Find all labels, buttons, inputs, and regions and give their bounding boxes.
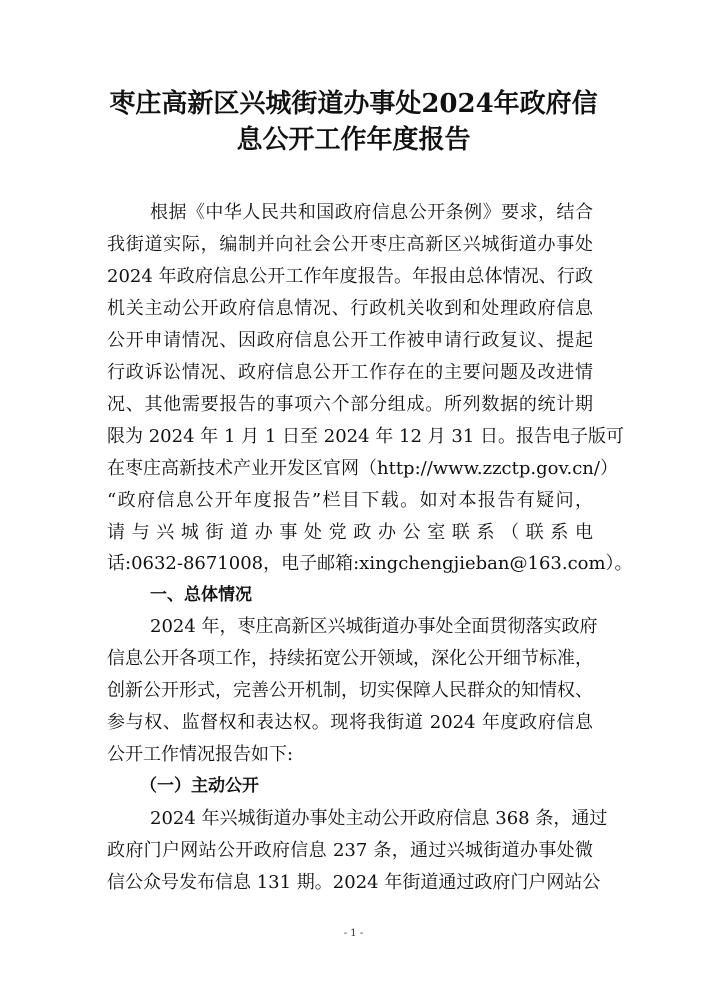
body-line: 况、其他需要报告的事项六个部分组成。所列数据的统计期 — [107, 394, 593, 415]
body-line: 2024 年兴城街道办事处主动公开政府信息 368 条，通过 — [150, 808, 608, 829]
website-link-line: 在枣庄高新技术产业开发区官网（http://www.zzctp.gov.cn/） — [107, 458, 618, 479]
document-title-line-2: 息公开工作年度报告 — [236, 125, 471, 155]
body-line: 创新公开形式，完善公开机制，切实保障人民群众的知情权、 — [107, 680, 593, 701]
body-line: 我街道实际，编制并向社会公开枣庄高新区兴城街道办事处 — [107, 234, 593, 255]
body-line: 行政诉讼情况、政府信息公开工作存在的主要问题及改进情 — [107, 362, 593, 383]
subsection-heading-active-disclosure: （一）主动公开 — [140, 776, 259, 796]
document-title-line-1: 枣庄高新区兴城街道办事处2024年政府信 — [109, 89, 598, 119]
contact-line: 话:0632-8671008，电子邮箱:xingchengjieban@163.com）。 — [107, 553, 633, 574]
body-line: 根据《中华人民共和国政府信息公开条例》要求，结合 — [150, 202, 593, 223]
body-line: 参与权、监督权和表达权。现将我街道 2024 年度政府信息 — [107, 712, 593, 733]
body-line: 信息公开各项工作，持续拓宽公开领域，深化公开细节标准， — [107, 648, 593, 669]
section-heading-overview: 一、总体情况 — [150, 585, 252, 605]
body-line: 2024 年政府信息公开工作年度报告。年报由总体情况、行政 — [107, 266, 593, 287]
body-line: 信公众号发布信息 131 期。2024 年街道通过政府门户网站公 — [107, 872, 601, 893]
page-number: - 1 - — [343, 928, 364, 939]
body-line: 2024 年，枣庄高新区兴城街道办事处全面贯彻落实政府 — [150, 616, 598, 637]
body-line: 公开工作情况报告如下: — [107, 744, 294, 765]
body-line: 请与兴城街道办事处党政办公室联系（联系电 — [107, 522, 593, 543]
body-line: 公开申请情况、因政府信息公开工作被申请行政复议、提起 — [107, 330, 593, 351]
body-line: 机关主动公开政府信息情况、行政机关收到和处理政府信息 — [107, 298, 593, 319]
body-line: “政府信息公开年度报告”栏目下载。如对本报告有疑问， — [107, 490, 593, 511]
body-line: 政府门户网站公开政府信息 237 条，通过兴城街道办事处微 — [107, 840, 593, 861]
body-line: 限为 2024 年 1 月 1 日至 2024 年 12 月 31 日。报告电子版可 — [107, 426, 624, 447]
